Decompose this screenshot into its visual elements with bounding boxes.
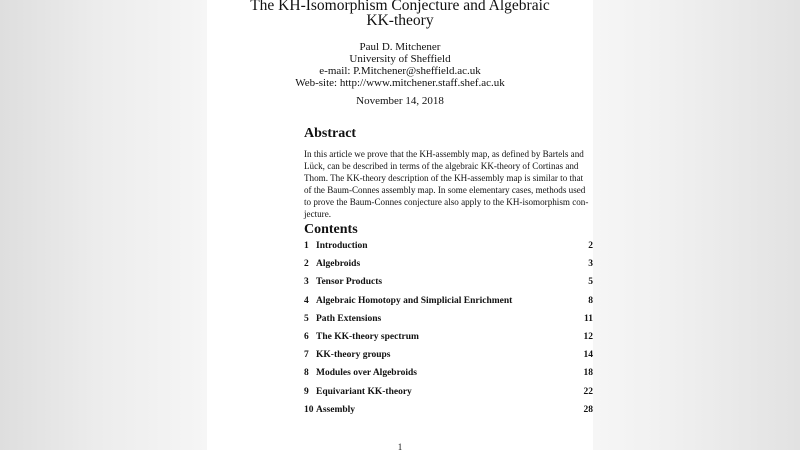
toc-entry-number: 7 <box>304 350 309 361</box>
author-affiliation: University of Sheffield <box>349 53 451 65</box>
toc-entry-title: Tensor Products <box>316 277 383 288</box>
paper-title-line-1: The KH-Isomorphism Conjecture and Algebraic <box>250 0 550 14</box>
toc-entry-page: 28 <box>583 404 593 415</box>
toc-entry-tensor-products[interactable] <box>304 277 593 295</box>
toc-entry-number: 9 <box>304 386 309 397</box>
abstract-line: to prove the Baum-Connes conjecture also apply to the KH-isomorphism con- <box>304 197 589 208</box>
toc-entry-number: 6 <box>304 331 309 342</box>
toc-entry-number: 10 <box>304 404 314 415</box>
toc-entry-title: Assembly <box>316 404 356 415</box>
toc-entry-number: 1 <box>304 241 309 251</box>
toc-entry-title: Introduction <box>316 241 368 251</box>
page-number: 1 <box>397 442 403 450</box>
toc-entry-title: The KK-theory spectrum <box>316 331 419 342</box>
toc-entry-page: 18 <box>583 368 593 379</box>
paper-title-line-2: KK-theory <box>366 12 434 29</box>
toc-entry-number: 4 <box>304 295 309 306</box>
toc-entry-number: 3 <box>304 277 309 288</box>
toc-entry-page: 11 <box>584 313 593 324</box>
paper-date: November 14, 2018 <box>356 95 444 107</box>
toc-entry-algebraic-homotopy[interactable] <box>304 296 593 314</box>
toc-entry-number: 5 <box>304 313 309 324</box>
toc-entry-modules[interactable] <box>304 368 593 386</box>
toc-entry-kk-groups[interactable] <box>304 350 593 368</box>
toc-entry-algebroids[interactable] <box>304 259 593 277</box>
abstract-line: of the Baum-Connes assembly map. In some elementary cases, methods used <box>304 185 586 196</box>
table-of-contents <box>304 241 593 423</box>
toc-entry-introduction[interactable] <box>304 241 593 259</box>
toc-entry-page: 14 <box>583 350 593 361</box>
toc-entry-number: 8 <box>304 368 309 379</box>
toc-entry-title: Algebraic Homotopy and Simplicial Enrichment <box>316 295 513 306</box>
toc-entry-title: Modules over Algebroids <box>316 368 417 379</box>
toc-entry-page: 22 <box>583 386 593 397</box>
abstract-body <box>304 148 593 221</box>
toc-entry-title: KK-theory groups <box>316 350 391 361</box>
toc-entry-assembly[interactable] <box>304 405 593 423</box>
toc-entry-path-extensions[interactable] <box>304 314 593 332</box>
toc-entry-page: 3 <box>588 259 593 270</box>
toc-entry-kk-spectrum[interactable] <box>304 332 593 350</box>
toc-entry-title: Equivariant KK-theory <box>316 386 412 397</box>
abstract-line: Lück, can be described in terms of the algebraic KK-theory of Cortinas and <box>304 161 579 172</box>
abstract-line: In this article we prove that the KH-assembly map, as defined by Bartels and <box>304 149 584 159</box>
contents-heading: Contents <box>304 222 358 237</box>
toc-entry-equivariant[interactable] <box>304 387 593 405</box>
toc-entry-title: Algebroids <box>316 259 361 270</box>
toc-entry-page: 8 <box>588 295 593 306</box>
toc-entry-page: 5 <box>588 277 593 288</box>
author-website: Web-site: http://www.mitchener.staff.shef.ac.uk <box>295 77 505 89</box>
author-name: Paul D. Mitchener <box>359 41 441 53</box>
author-email: e-mail: P.Mitchener@sheffield.ac.uk <box>319 65 481 77</box>
toc-entry-title: Path Extensions <box>316 313 382 324</box>
abstract-line: jecture. <box>304 209 332 220</box>
paper-page <box>207 0 593 450</box>
toc-entry-page: 2 <box>588 241 593 251</box>
abstract-heading: Abstract <box>304 126 357 141</box>
abstract-line: Thom. The KK-theory description of the KH-assembly map is similar to that <box>304 173 584 184</box>
toc-entry-page: 12 <box>583 331 593 342</box>
toc-entry-number: 2 <box>304 259 309 270</box>
